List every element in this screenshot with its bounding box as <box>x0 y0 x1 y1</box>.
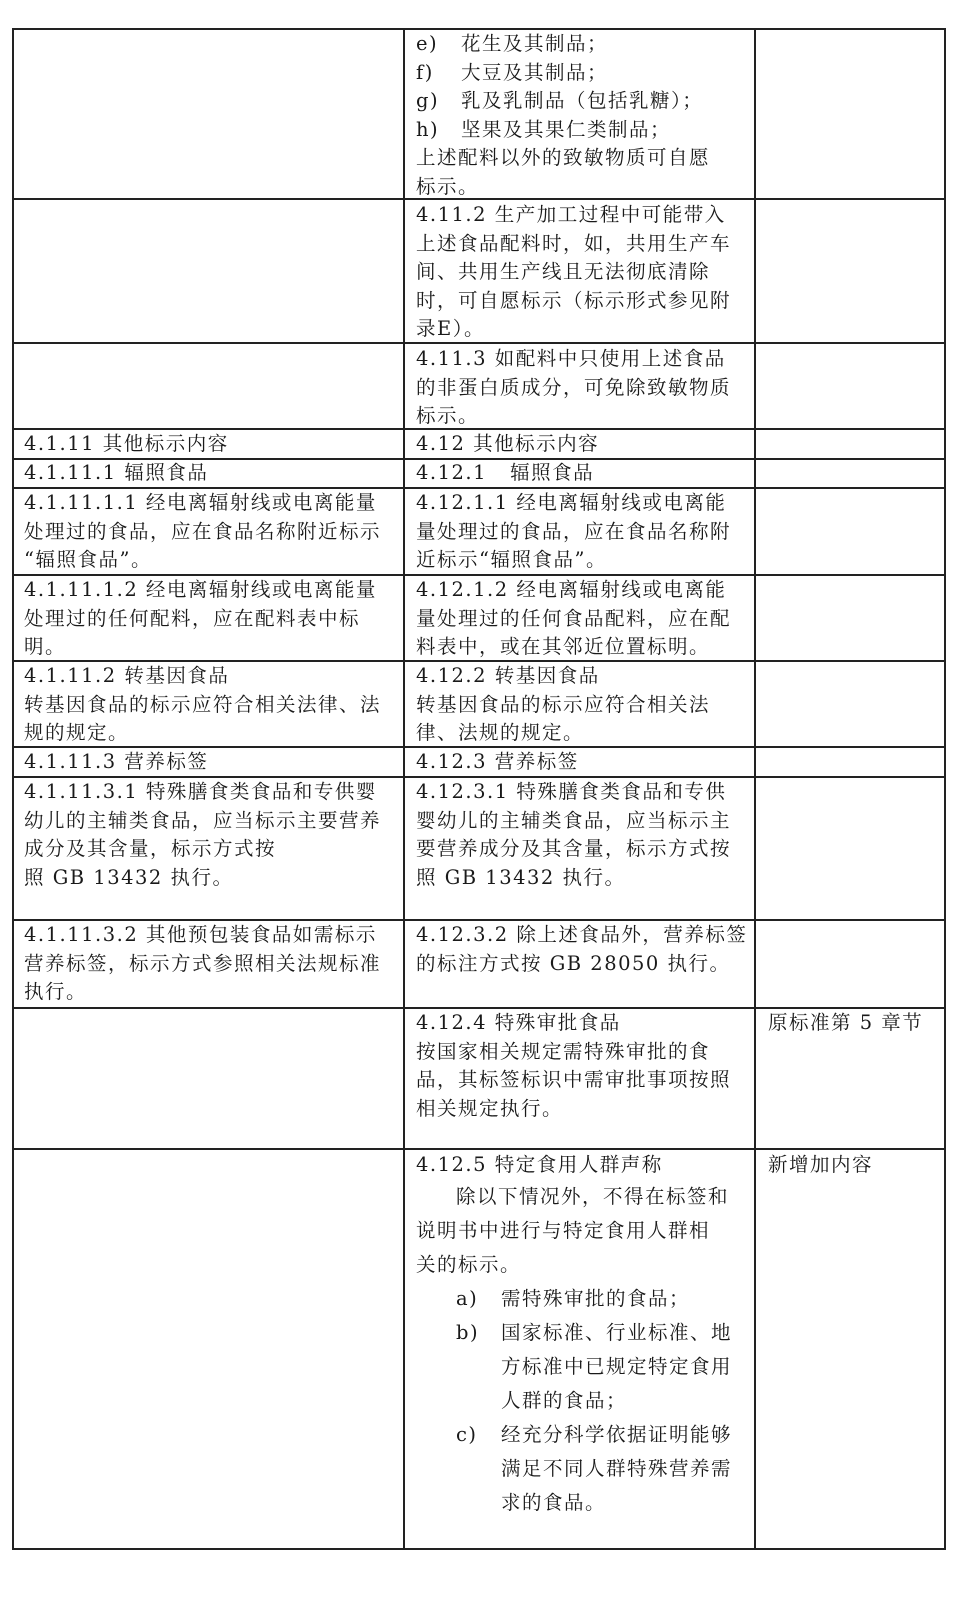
text-line: 要营养成分及其含量，标示方式按 <box>416 837 732 860</box>
row-6-left-cell <box>24 576 394 662</box>
row-0-middle-cell <box>416 30 746 201</box>
row-5-left-cell <box>24 489 394 575</box>
row-10-left-cell <box>24 921 394 1007</box>
text-line: 4.12.3 营养标签 <box>416 750 579 773</box>
text-line: 营养标签，标示方式参照相关法规标准 <box>24 951 382 975</box>
list-item: h) 坚果及其果仁类制品； <box>416 117 672 141</box>
text-line: 4.12.1 辐照食品 <box>416 461 595 484</box>
text-line: 标示。 <box>416 404 480 427</box>
text-line: 幼儿的主辅类食品，应当标示主要营养 <box>24 808 382 832</box>
column-divider-2 <box>754 28 756 1550</box>
text-line: 料表中，或在其邻近位置标明。 <box>416 635 711 658</box>
text-line: 除以下情况外，不得在标签和 <box>456 1184 730 1208</box>
text-line: 4.12.2 转基因食品 <box>416 664 600 687</box>
text-line: 照 GB 13432 执行。 <box>416 865 626 889</box>
text-line: 转基因食品的标示应符合相关法律、法 <box>24 692 382 716</box>
condition-list <box>416 1282 746 1520</box>
text-line: 品，其标签标识中需审批事项按照 <box>416 1068 732 1091</box>
text-line: 近标示“辐照食品”。 <box>416 548 607 571</box>
text-line: 明。 <box>24 635 67 658</box>
row-1-middle-cell <box>416 201 746 344</box>
text-line: 按国家相关规定需特殊审批的食 <box>416 1039 711 1063</box>
row-2-middle-cell <box>416 345 746 431</box>
list-item: f) 大豆及其制品； <box>416 60 609 84</box>
text-line: 4.11.2 生产加工过程中可能带入 <box>416 203 726 226</box>
text-line: 量处理过的任何食品配料，应在配 <box>416 606 732 630</box>
text-line: 4.1.11.1.1 经电离辐射线或电离能量 <box>24 491 377 514</box>
text-line: 成分及其含量，标示方式按 <box>24 837 277 860</box>
text-line: 4.1.11.3.2 其他预包装食品如需标示 <box>24 923 377 946</box>
list-item: b) 国家标准、行业标准、地 方标准中已规定特定食用 人群的食品； <box>456 1320 733 1412</box>
text-line: 4.12.4 特殊审批食品 <box>416 1011 621 1034</box>
table-border-bottom <box>12 1548 946 1550</box>
row-4-middle-cell <box>416 459 746 488</box>
text-line: 上述配料以外的致敏物质可自愿 <box>416 146 711 169</box>
text-line: 规的规定。 <box>24 721 130 744</box>
text-line: 4.11.3 如配料中只使用上述食品 <box>416 347 726 370</box>
text-line: 4.1.11.3 营养标签 <box>24 750 209 773</box>
list-item: g) 乳及乳制品（包括乳糖）； <box>416 89 704 112</box>
text-line: 4.12.1.1 经电离辐射线或电离能 <box>416 491 727 514</box>
list-item: e) 花生及其制品； <box>416 32 609 55</box>
list-item: c) 经充分科学依据证明能够 满足不同人群特殊营养需 求的食品。 <box>456 1422 733 1514</box>
text-line: 4.12.3.2 除上述食品外，营养标签 <box>416 923 748 946</box>
text-line: 执行。 <box>24 980 88 1003</box>
text-line: 4.1.11.1.2 经电离辐射线或电离能量 <box>24 578 377 601</box>
row-11-remark-cell <box>768 1009 940 1038</box>
row-9-left-cell <box>24 778 394 892</box>
row-9-middle-cell <box>416 778 746 892</box>
row-3-left-cell <box>24 430 394 459</box>
row-4-left-cell <box>24 459 394 488</box>
text-line: 4.12.3.1 特殊膳食类食品和专供 <box>416 780 727 803</box>
row-7-middle-cell <box>416 662 746 748</box>
column-divider-1 <box>403 28 405 1550</box>
row-5-middle-cell <box>416 489 746 575</box>
table-border-right <box>944 28 946 1550</box>
text-line: 处理过的任何配料，应在配料表中标 <box>24 606 361 630</box>
text-line: 的非蛋白质成分，可免除致敏物质 <box>416 375 732 399</box>
text-line: 婴幼儿的主辅类食品，应当标示主 <box>416 808 732 832</box>
text-line: 律、法规的规定。 <box>416 721 585 744</box>
row-7-left-cell <box>24 662 394 748</box>
paragraph <box>416 1180 746 1282</box>
list-item: a) 需特殊审批的食品； <box>456 1286 691 1310</box>
text-line: 4.12 其他标示内容 <box>416 432 600 455</box>
text-line: 4.12.1.2 经电离辐射线或电离能 <box>416 578 727 601</box>
remark-text: 新增加内容 <box>768 1153 874 1176</box>
comparison-table <box>12 28 946 1550</box>
text-line: 处理过的食品，应在食品名称附近标示 <box>24 519 382 543</box>
text-line: 4.1.11.2 转基因食品 <box>24 664 230 687</box>
row-divider <box>12 1148 946 1150</box>
text-line: 照 GB 13432 执行。 <box>24 865 234 889</box>
row-3-middle-cell <box>416 430 746 459</box>
text-line: 量处理过的食品，应在食品名称附 <box>416 519 732 543</box>
text-line: 关的标示。 <box>416 1252 522 1276</box>
text-line: 时，可自愿标示（标示形式参见附 <box>416 288 732 312</box>
row-12-remark-cell <box>768 1151 940 1180</box>
text-line: 4.12.5 特定食用人群声称 <box>416 1153 663 1176</box>
text-line: 4.1.11.3.1 特殊膳食类食品和专供婴 <box>24 780 377 803</box>
remark-text: 原标准第 5 章节 <box>768 1011 924 1034</box>
text-line: 的标注方式按 GB 28050 执行。 <box>416 951 731 975</box>
table-border-left <box>12 28 14 1550</box>
row-6-middle-cell <box>416 576 746 662</box>
text-line: 说明书中进行与特定食用人群相 <box>416 1218 711 1242</box>
row-8-left-cell <box>24 748 394 777</box>
row-12-middle-cell <box>416 1151 746 1520</box>
text-line: “辐照食品”。 <box>24 548 152 571</box>
text-line: 转基因食品的标示应符合相关法 <box>416 692 711 716</box>
row-11-middle-cell <box>416 1009 746 1123</box>
text-line: 录E）。 <box>416 317 485 340</box>
text-line: 标示。 <box>416 174 480 198</box>
text-line: 相关规定执行。 <box>416 1096 564 1120</box>
text-line: 4.1.11.1 辐照食品 <box>24 461 209 484</box>
row-8-middle-cell <box>416 748 746 777</box>
row-10-middle-cell <box>416 921 746 978</box>
text-line: 4.1.11 其他标示内容 <box>24 432 229 455</box>
text-line: 上述食品配料时，如，共用生产车 <box>416 231 732 255</box>
text-line: 间、共用生产线且无法彻底清除 <box>416 260 711 283</box>
